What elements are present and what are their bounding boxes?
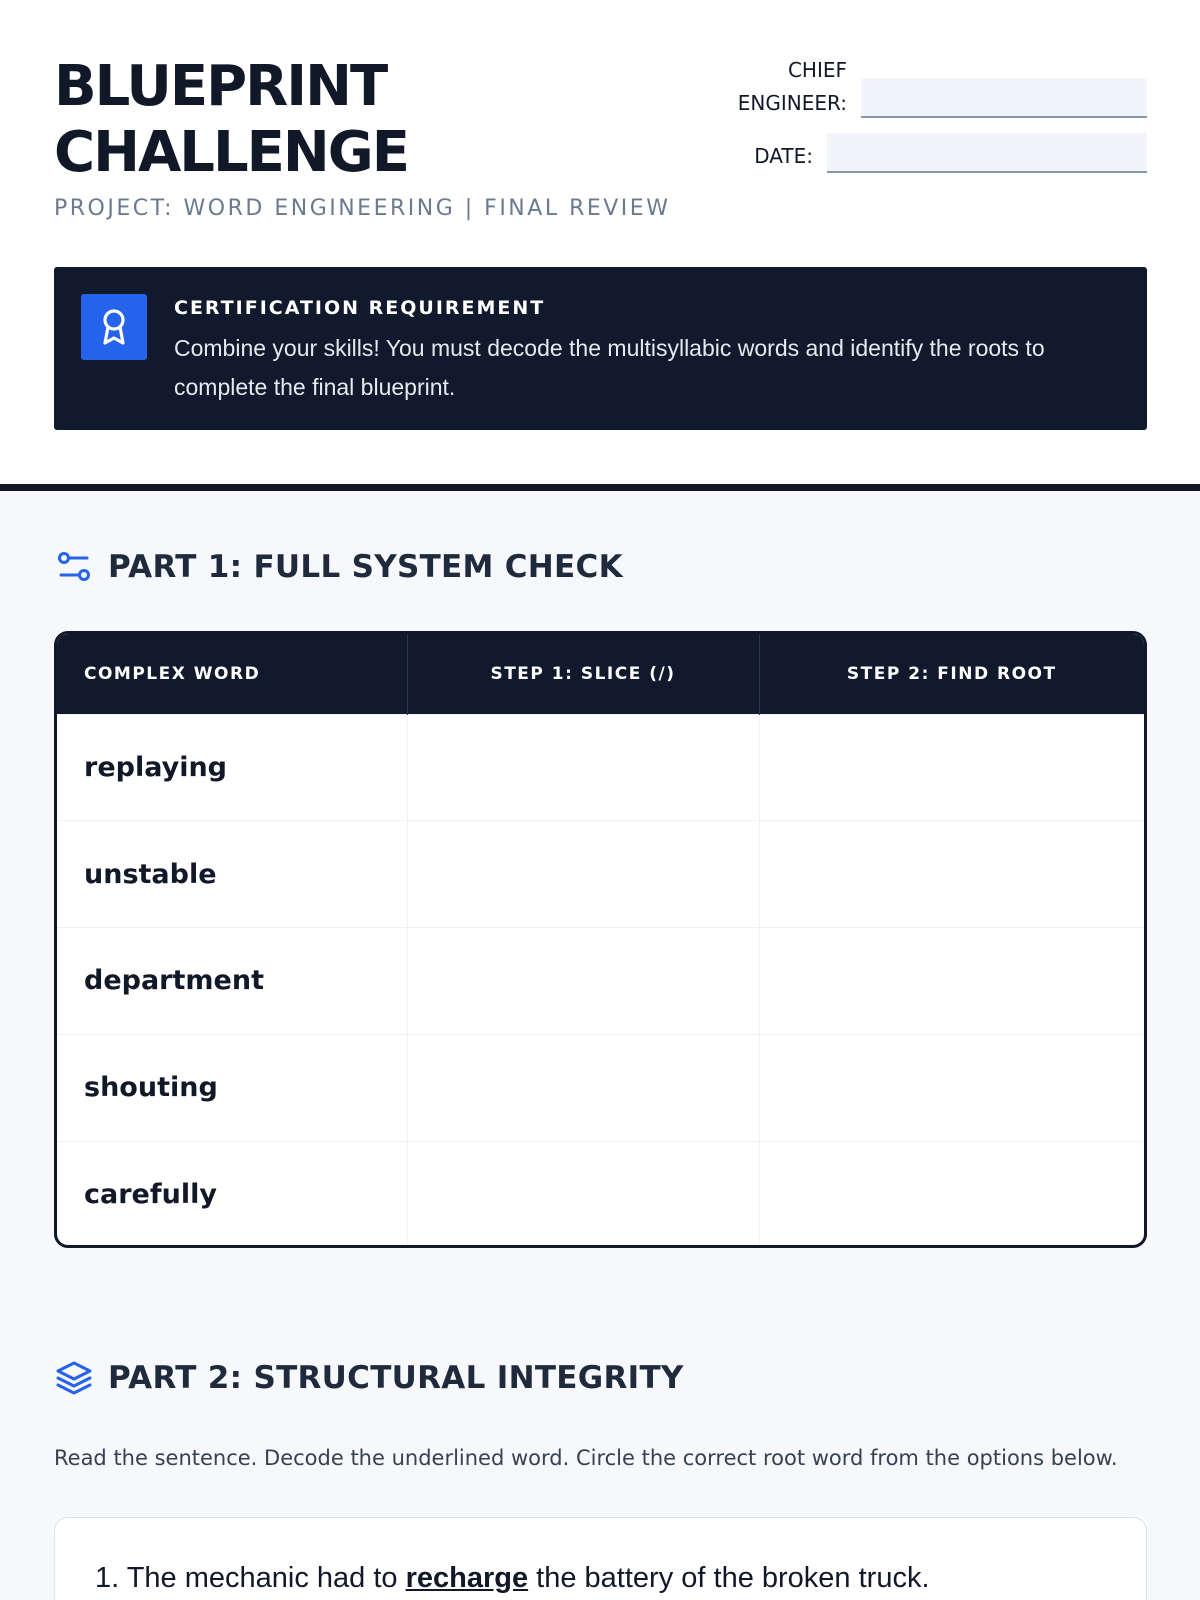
root-answer-cell[interactable] (759, 1141, 1144, 1248)
table-row (57, 1141, 1144, 1248)
part1-heading: PART 1: FULL SYSTEM CHECK (108, 549, 623, 585)
worksheet-header (0, 0, 1200, 484)
slice-answer-cell[interactable] (407, 821, 759, 928)
root-answer-cell[interactable] (759, 821, 1144, 928)
date-input[interactable] (827, 133, 1147, 173)
worksheet-title (54, 54, 408, 186)
table-row (57, 821, 1144, 928)
question-text-before: 1. The mechanic had to (95, 1562, 406, 1594)
complex-word-cell: carefully (57, 1141, 407, 1248)
column-header-slice: STEP 1: SLICE (/) (407, 634, 759, 714)
part2-heading: PART 2: STRUCTURAL INTEGRITY (108, 1360, 684, 1396)
complex-word-cell: shouting (57, 1034, 407, 1141)
table-row (57, 1034, 1144, 1141)
title-line-1: BLUEPRINT (54, 54, 387, 119)
underlined-target-word: recharge (405, 1562, 529, 1594)
question-text-after: the battery of the broken truck. (528, 1562, 930, 1594)
certification-title: CERTIFICATION REQUIREMENT (174, 297, 546, 319)
column-header-complex-word: COMPLEX WORD (57, 634, 407, 714)
part2-instructions: Read the sentence. Decode the underlined word. Circle the correct root word from the options below. (54, 1446, 1118, 1470)
slice-answer-cell[interactable] (407, 714, 759, 821)
date-label: DATE: (754, 144, 813, 168)
root-answer-cell[interactable] (759, 1034, 1144, 1141)
sliders-icon (54, 547, 94, 587)
part1-heading-row (54, 547, 623, 587)
complex-word-cell: replaying (57, 714, 407, 821)
chief-label-line-2: ENGINEER: (737, 91, 847, 115)
root-answer-cell[interactable] (759, 928, 1144, 1035)
root-answer-cell[interactable] (759, 714, 1144, 821)
layers-icon (54, 1358, 94, 1398)
chief-engineer-input[interactable] (861, 78, 1147, 118)
table-row (57, 928, 1144, 1035)
question-card (54, 1517, 1147, 1600)
section-divider (0, 484, 1200, 491)
complex-word-cell: unstable (57, 821, 407, 928)
chief-engineer-label (738, 54, 847, 120)
project-subtitle: PROJECT: WORD ENGINEERING | FINAL REVIEW (54, 196, 671, 221)
certification-banner (54, 267, 1147, 430)
date-field (754, 133, 1147, 173)
complex-word-cell: department (57, 928, 407, 1035)
question-sentence (95, 1562, 930, 1595)
title-line-2: CHALLENGE (54, 120, 409, 185)
slice-answer-cell[interactable] (407, 928, 759, 1035)
table-header-row (57, 634, 1144, 714)
column-header-find-root: STEP 2: FIND ROOT (759, 634, 1144, 714)
chief-engineer-field (738, 54, 1147, 120)
chief-label-line-1: CHIEF (787, 58, 847, 82)
table-row (57, 714, 1144, 821)
slice-answer-cell[interactable] (407, 1141, 759, 1248)
slice-answer-cell[interactable] (407, 1034, 759, 1141)
system-check-table (54, 631, 1147, 1248)
award-ribbon-icon (81, 294, 147, 360)
part2-heading-row (54, 1358, 684, 1398)
certification-text: Combine your skills! You must decode the multisyllabic words and identify the roots to complete the final blueprint. (174, 335, 1045, 400)
